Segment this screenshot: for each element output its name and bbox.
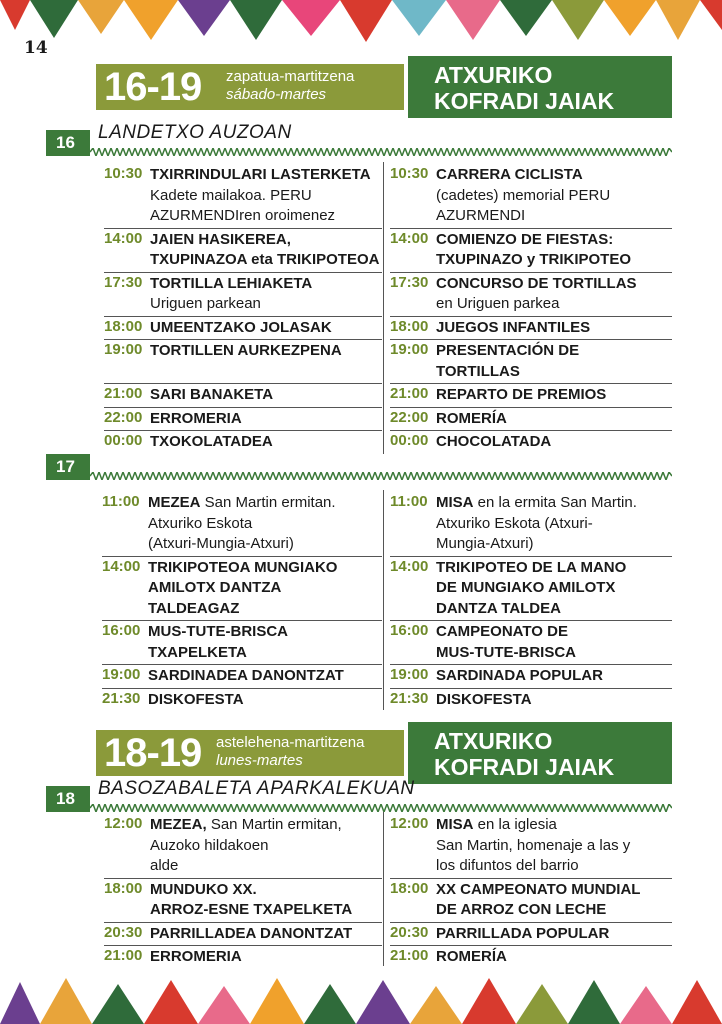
schedule-row [104,384,382,408]
schedule-header-2 [96,728,672,780]
day18-schedule-spanish [390,814,672,969]
event-line [104,815,382,836]
event-time: 21:30 [390,689,429,707]
event-time: 14:00 [390,229,429,247]
schedule-row [104,923,382,947]
event-title: ROMERÍA [436,409,507,427]
event-line [104,294,382,315]
event-line [104,900,382,921]
event-line [104,409,382,430]
event-time: 19:00 [102,666,141,683]
event-title: MUS-TUTE-BRISCA [148,623,288,640]
schedule-row [390,340,672,384]
event-title: TRIKIPOTEOA MUNGIAKO [148,558,338,576]
event-line [390,206,672,227]
event-time: 18:00 [390,317,429,335]
event-time: 18:00 [104,317,143,335]
event-line [102,534,382,555]
event-title: COMIENZO DE FIESTAS: [436,230,614,248]
schedule-row [390,492,672,557]
event-line [102,599,382,620]
event-detail: Auzoko hildakoen [150,836,269,854]
event-title: DE MUNGIAKO AMILOTX [436,579,616,596]
schedule-row [102,557,382,622]
day-header-18 [46,778,672,812]
date-range: 18-19 [104,731,202,775]
event-title: TORTILLA LEHIAKETA [150,274,313,292]
event-detail: los difuntos del barrio [436,857,579,874]
schedule-row [390,229,672,273]
schedule-row [104,879,382,923]
event-line [390,947,672,968]
event-line [102,578,382,599]
schedule-row [104,229,382,273]
event-time: 19:00 [390,341,429,358]
day17-schedule-basque [102,492,382,711]
event-title: TXIRRINDULARI LASTERKETA [150,166,371,183]
event-line [390,880,672,901]
event-line [102,558,382,579]
page-number: 14 [24,38,48,58]
weekdays-spanish: lunes-martes [216,752,303,769]
weekdays-spanish: sábado-martes [226,86,327,103]
event-line [390,432,672,453]
event-time: 14:00 [102,557,141,575]
event-time: 21:00 [104,947,143,964]
event-line [390,643,672,664]
weekdays-basque: zapatua-martitzena [226,68,355,85]
event-time: 16:00 [102,622,141,639]
event-time: 19:00 [104,341,143,358]
event-line [390,274,672,295]
event-time: 11:00 [102,493,140,510]
event-title: TORTILLEN AURKEZPENA [150,342,342,359]
event-line [390,385,672,406]
schedule-row [390,689,672,712]
bunting-bottom-decoration [0,974,722,1024]
date-range-banner [96,730,404,776]
event-detail: (Atxuri-Mungia-Atxuri) [148,535,294,552]
event-line [390,165,672,186]
event-title: TORTILLAS [436,362,520,380]
event-line [390,578,672,599]
event-line [104,274,382,295]
schedule-row [104,408,382,432]
event-time: 10:30 [390,165,429,182]
event-detail: (cadetes) memorial PERU [436,186,611,204]
day16-schedule-spanish [390,164,672,454]
event-time: 22:00 [104,408,143,426]
schedule-row [102,492,382,557]
event-line [104,362,382,383]
event-title: JAIEN HASIKEREA, [150,230,291,248]
event-line [390,186,672,207]
event-line [390,250,672,271]
event-line [390,514,672,535]
event-time: 21:00 [390,947,429,964]
event-time: 16:00 [390,622,429,639]
event-line [104,186,382,207]
event-time: 21:00 [390,385,429,402]
schedule-row [104,340,382,384]
event-title: TRIKIPOTEO DE LA MANO [436,558,627,576]
event-title: REPARTO DE PREMIOS [436,386,607,403]
schedule-row [390,621,672,665]
event-title: JUEGOS INFANTILES [436,318,591,336]
event-line [104,432,382,453]
event-time: 00:00 [390,432,429,449]
day-number-badge: 16 [46,130,90,156]
event-detail: San Martin, homenaje a las y [436,836,631,854]
event-time: 11:00 [390,493,428,510]
event-detail: en la iglesia [473,816,557,833]
schedule-row [102,689,382,712]
event-title: TXOKOLATADEA [150,433,273,450]
event-time: 21:30 [102,689,141,707]
schedule-row [390,431,672,454]
event-line [104,165,382,186]
event-title: MEZEA [148,494,201,511]
event-title: CONCURSO DE TORTILLAS [436,274,637,292]
schedule-row [390,923,672,947]
event-line [390,599,672,620]
event-detail: San Martin ermitan. [200,494,336,511]
event-line [104,880,382,901]
event-title: PRESENTACIÓN DE [436,342,580,359]
day-header-17 [46,454,672,480]
day-header-16 [46,122,672,156]
event-time: 20:30 [104,923,143,941]
day-location: BASOZABALETA APARKALEKUAN [98,778,415,799]
event-title: MISA [436,816,474,833]
event-line [102,514,382,535]
event-line [390,815,672,836]
festival-title-line1: ATXURIKO [434,62,553,88]
day-location: LANDETXO AUZOAN [98,122,292,143]
event-detail: alde [150,857,179,874]
event-line [104,947,382,968]
event-title: PARRILLADA POPULAR [436,924,610,942]
schedule-row [104,431,382,454]
event-time: 17:30 [390,273,429,291]
event-detail: AZURMENDIren oroimenez [150,207,336,224]
event-title: DE ARROZ CON LECHE [436,901,607,918]
event-line [390,690,672,711]
event-time: 18:00 [104,879,143,897]
event-line [390,230,672,251]
event-title: CARRERA CICLISTA [436,166,583,183]
festival-title-line2: KOFRADI JAIAK [434,754,615,780]
schedule-row [104,273,382,317]
event-detail: AZURMENDI [436,207,526,224]
event-line [390,856,672,877]
event-time: 10:30 [104,165,143,182]
event-time: 19:00 [390,666,429,683]
day18-schedule-basque [104,814,382,969]
event-time: 20:30 [390,923,429,941]
event-line [390,924,672,945]
event-title: ERROMERIA [150,409,242,427]
zigzag-divider [90,472,672,480]
schedule-row [390,879,672,923]
event-title: ROMERÍA [436,948,507,965]
festival-title-line1: ATXURIKO [434,728,553,754]
event-title: SARDINADA POPULAR [436,667,603,684]
weekdays-basque: astelehena-martitzena [216,734,365,751]
event-detail: Kadete mailakoa. PERU [150,186,312,204]
event-line [390,666,672,687]
event-title: TXUPINAZOA eta TRIKIPOTEOA [150,251,380,268]
event-title: ARROZ-ESNE TXAPELKETA [150,901,353,918]
event-line [104,206,382,227]
event-line [102,643,382,664]
event-line [390,294,672,315]
event-time: 00:00 [104,432,143,449]
schedule-row [390,164,672,229]
event-line [390,341,672,362]
event-title: TXAPELKETA [148,643,247,661]
event-line [104,341,382,362]
event-line [104,385,382,406]
event-title: UMEENTZAKO JOLASAK [150,318,332,336]
event-detail: Mungia-Atxuri) [436,535,534,552]
event-title: TXUPINAZO y TRIKIPOTEO [436,251,632,268]
schedule-row [390,384,672,408]
zigzag-divider [90,148,672,156]
event-line [390,318,672,339]
event-detail: Atxuriko Eskota (Atxuri- [436,514,593,532]
schedule-row [390,665,672,689]
event-line [390,622,672,643]
event-title: DISKOFESTA [148,690,244,708]
event-line [102,622,382,643]
schedule-row [102,665,382,689]
event-time: 12:00 [390,815,429,832]
schedule-row [390,946,672,969]
event-detail: en la ermita San Martin. [473,494,637,511]
event-title: AMILOTX DANTZA [148,579,282,596]
event-title: XX CAMPEONATO MUNDIAL [436,880,641,898]
date-range: 16-19 [104,65,202,109]
zigzag-divider [90,804,672,812]
event-title: SARDINADEA DANONTZAT [148,667,344,684]
event-line [104,836,382,857]
day16-schedule-basque [104,164,382,454]
event-line [390,534,672,555]
event-title: PARRILLADEA DANONTZAT [150,924,353,942]
event-line [104,230,382,251]
event-detail: Uriguen parkean [150,295,261,312]
schedule-row [390,408,672,432]
event-line [390,409,672,430]
event-detail: San Martin ermitan, [206,816,342,833]
bunting-top-decoration [0,0,722,44]
column-divider [383,490,384,710]
event-time: 14:00 [390,557,429,575]
event-title: DISKOFESTA [436,690,532,708]
event-line [390,493,672,514]
event-title: CAMPEONATO DE [436,623,568,640]
event-title: MUNDUKO XX. [150,880,257,898]
schedule-row [104,946,382,969]
schedule-row [390,814,672,879]
schedule-row [390,317,672,341]
schedule-row [102,621,382,665]
event-line [104,250,382,271]
event-line [102,666,382,687]
event-time: 21:00 [104,385,143,402]
event-line [104,318,382,339]
event-title: DANTZA TALDEA [436,599,561,617]
schedule-row [390,273,672,317]
schedule-row [104,317,382,341]
event-line [390,558,672,579]
event-title: ERROMERIA [150,948,242,965]
festival-title-line2: KOFRADI JAIAK [434,88,615,114]
event-detail: Atxuriko Eskota [148,514,253,532]
event-detail: en Uriguen parkea [436,295,560,312]
festival-title [408,56,672,118]
event-line [102,493,382,514]
event-line [104,924,382,945]
event-time: 18:00 [390,879,429,897]
event-title: MEZEA, [150,816,207,833]
event-title: MISA [436,494,474,511]
event-line [104,856,382,877]
day-number-badge: 17 [46,454,90,480]
event-title: TALDEAGAZ [148,599,240,617]
event-time: 22:00 [390,408,429,426]
column-divider [383,162,384,454]
event-line [390,836,672,857]
day17-schedule-spanish [390,492,672,711]
date-range-banner [96,64,404,110]
column-divider [383,812,384,966]
event-line [102,690,382,711]
schedule-row [104,814,382,879]
event-time: 17:30 [104,273,143,291]
schedule-header-1 [96,62,672,114]
event-title: SARI BANAKETA [150,386,274,403]
event-time: 14:00 [104,229,143,247]
schedule-row [390,557,672,622]
event-title: MUS-TUTE-BRISCA [436,643,576,661]
event-time: 12:00 [104,815,143,832]
schedule-row [104,164,382,229]
festival-title [408,722,672,784]
event-title: CHOCOLATADA [436,433,552,450]
event-line [390,362,672,383]
event-line [390,900,672,921]
day-number-badge: 18 [46,786,90,812]
